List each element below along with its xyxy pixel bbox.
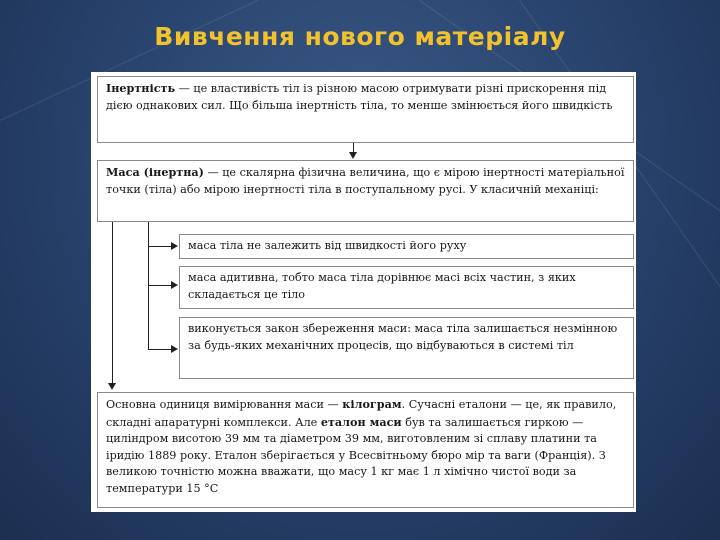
mass-definition-box: [97, 160, 634, 222]
inertia-definition-box: [97, 76, 634, 143]
property-item-additive: [179, 266, 634, 309]
unit-etalon: еталон маси: [320, 414, 402, 429]
connector-arrow: [171, 345, 178, 353]
mass-text: — це скалярна фізична величина, що є мірою інертності матеріальної точки (тіла) або мірою інертності тіла в поступальному русі. У класичній механіці:: [106, 166, 625, 196]
connector-line: [148, 222, 149, 350]
inertia-text: — це властивість тіл із різною масою отримувати різні прискорення під дією однакових сил. Що більша інертність тіла, то менше змінюється його швидкість: [106, 82, 613, 112]
connector-line: [112, 222, 113, 384]
unit-text-3: був та залишається гиркою — циліндром висотою 39 мм та діаметром 39 мм, виготовленим зі сплаву платини та іридію 1889 року. Еталон зберігається у Всесвітньому бюро мір та ваги (Франція). З великою точністю можна вважати, що масу 1 кг має 1 л хімічно чистої води за температури 15 °С: [106, 415, 606, 495]
unit-text-2: . Сучасні еталони — це, як правило, складні апаратурні комплекси. Але: [106, 398, 617, 429]
property-text: маса тіла не залежить від швидкості його руху: [188, 239, 467, 252]
connector-line: [148, 246, 172, 247]
connector-arrow: [171, 281, 178, 289]
connector-arrow: [108, 383, 116, 390]
inertia-term: Інертність: [106, 81, 176, 95]
slide-title: Вивчення нового матеріалу: [154, 22, 566, 51]
property-text: виконується закон збереження маси: маса тіла залишається незмінною за будь-яких механічних процесів, що відбуваються в системі тіл: [188, 322, 618, 352]
connector-line: [148, 285, 172, 286]
property-text: маса адитивна, тобто маса тіла дорівнює масі всіх частин, з яких складається це тіло: [188, 271, 576, 301]
property-item-conservation: [179, 317, 634, 379]
mass-term: Маса (інертна): [106, 165, 204, 179]
unit-text-1: Основна одиниця вимірювання маси —: [106, 398, 343, 411]
mass-unit-box: [97, 392, 634, 508]
connector-arrow: [171, 242, 178, 250]
unit-kilogram: кілограм: [342, 397, 402, 411]
connector-arrow: [349, 152, 357, 159]
connector-line: [148, 349, 172, 350]
property-item-velocity: [179, 234, 634, 259]
content-panel: [91, 72, 636, 512]
